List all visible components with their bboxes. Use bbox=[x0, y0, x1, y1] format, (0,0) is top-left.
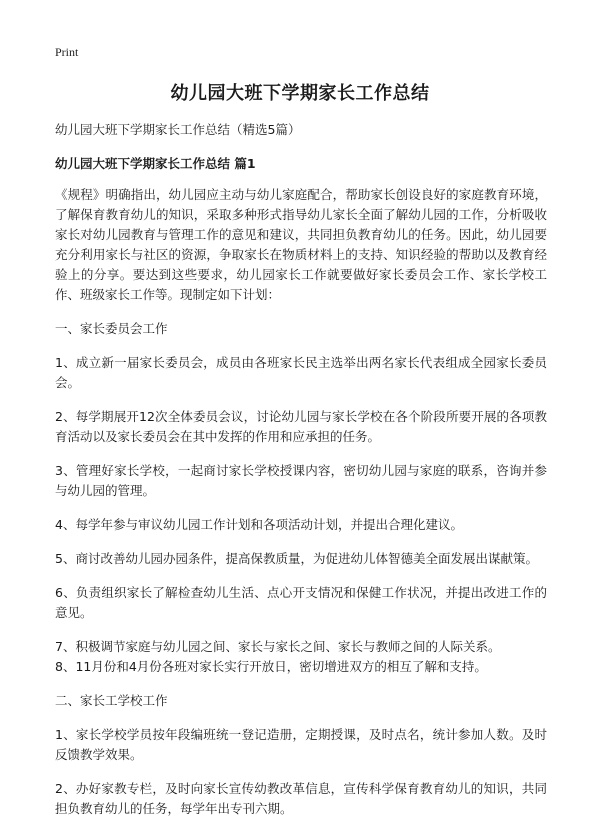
list-item: 2、每学期展开12次全体委员会议，讨论幼儿园与家长学校在各个阶段所要开展的各项教育活动以及家长委员会在其中发挥的作用和应承担的任务。 bbox=[55, 409, 547, 444]
heading-parent-school: 二、家长工学校工作 bbox=[55, 693, 168, 708]
list-item: 8、11月份和4月份各班对家长实行开放日，密切增进双方的相互了解和支持。 bbox=[55, 659, 487, 674]
list-item: 1、成立新一届家长委员会，成员由各班家长民主选举出两名家长代表组成全园家长委员会。 bbox=[55, 355, 547, 390]
document-subtitle: 幼儿园大班下学期家长工作总结（精选5篇） bbox=[55, 122, 301, 137]
list-item: 7、积极调节家庭与幼儿园之间、家长与家长之间、家长与教师之间的人际关系。 bbox=[55, 639, 501, 654]
list-item: 3、管理好家长学校，一起商讨家长学校授课内容，密切幼儿园与家庭的联系，咨询并参与幼儿园的管理。 bbox=[55, 463, 547, 498]
list-item: 2、办好家教专栏，及时向家长宣传幼教改革信息，宣传科学保育教育幼儿的知识，共同担负教育幼儿的任务，每学年出专刊六期。 bbox=[55, 781, 547, 816]
section-title: 幼儿园大班下学期家长工作总结 篇1 bbox=[55, 156, 256, 171]
list-item: 4、每学年参与审议幼儿园工作计划和各项活动计划，并提出合理化建议。 bbox=[55, 517, 463, 532]
heading-parent-committee: 一、家长委员会工作 bbox=[55, 321, 168, 336]
document-body bbox=[55, 120, 547, 833]
intro-paragraph: 《规程》明确指出，幼儿园应主动与幼儿家庭配合，帮助家长创设良好的家庭教育环境，了解保育教育幼儿的知识，采取多种形式指导幼儿家长全面了解幼儿园的工作，分析吸收家长对幼儿园教育与管理工作的意见和建议，共同担负教育幼儿的任务。因此，幼儿园要充分利用家长与社区的资源，争取家长在物质材料上的支持、知识经验的帮助以及教育经验上的分享。要达到这些要求，幼儿园家长工作就要做好家长委员会工作、家长学校工作、班级家长工作等。现制定如下计划： bbox=[55, 187, 547, 302]
document-title: 幼儿园大班下学期家长工作总结 bbox=[170, 83, 430, 104]
print-label: Print bbox=[55, 45, 79, 59]
list-item: 5、商讨改善幼儿园办园条件，提高保教质量，为促进幼儿体智德美全面发展出谋献策。 bbox=[55, 551, 538, 566]
list-item: 6、负责组织家长了解检查幼儿生活、点心开支情况和保健工作状况，并提出改进工作的意见。 bbox=[55, 585, 547, 620]
list-item: 1、家长学校学员按年段编班统一登记造册，定期授课，及时点名，统计参加人数。及时反馈教学效果。 bbox=[55, 727, 547, 762]
